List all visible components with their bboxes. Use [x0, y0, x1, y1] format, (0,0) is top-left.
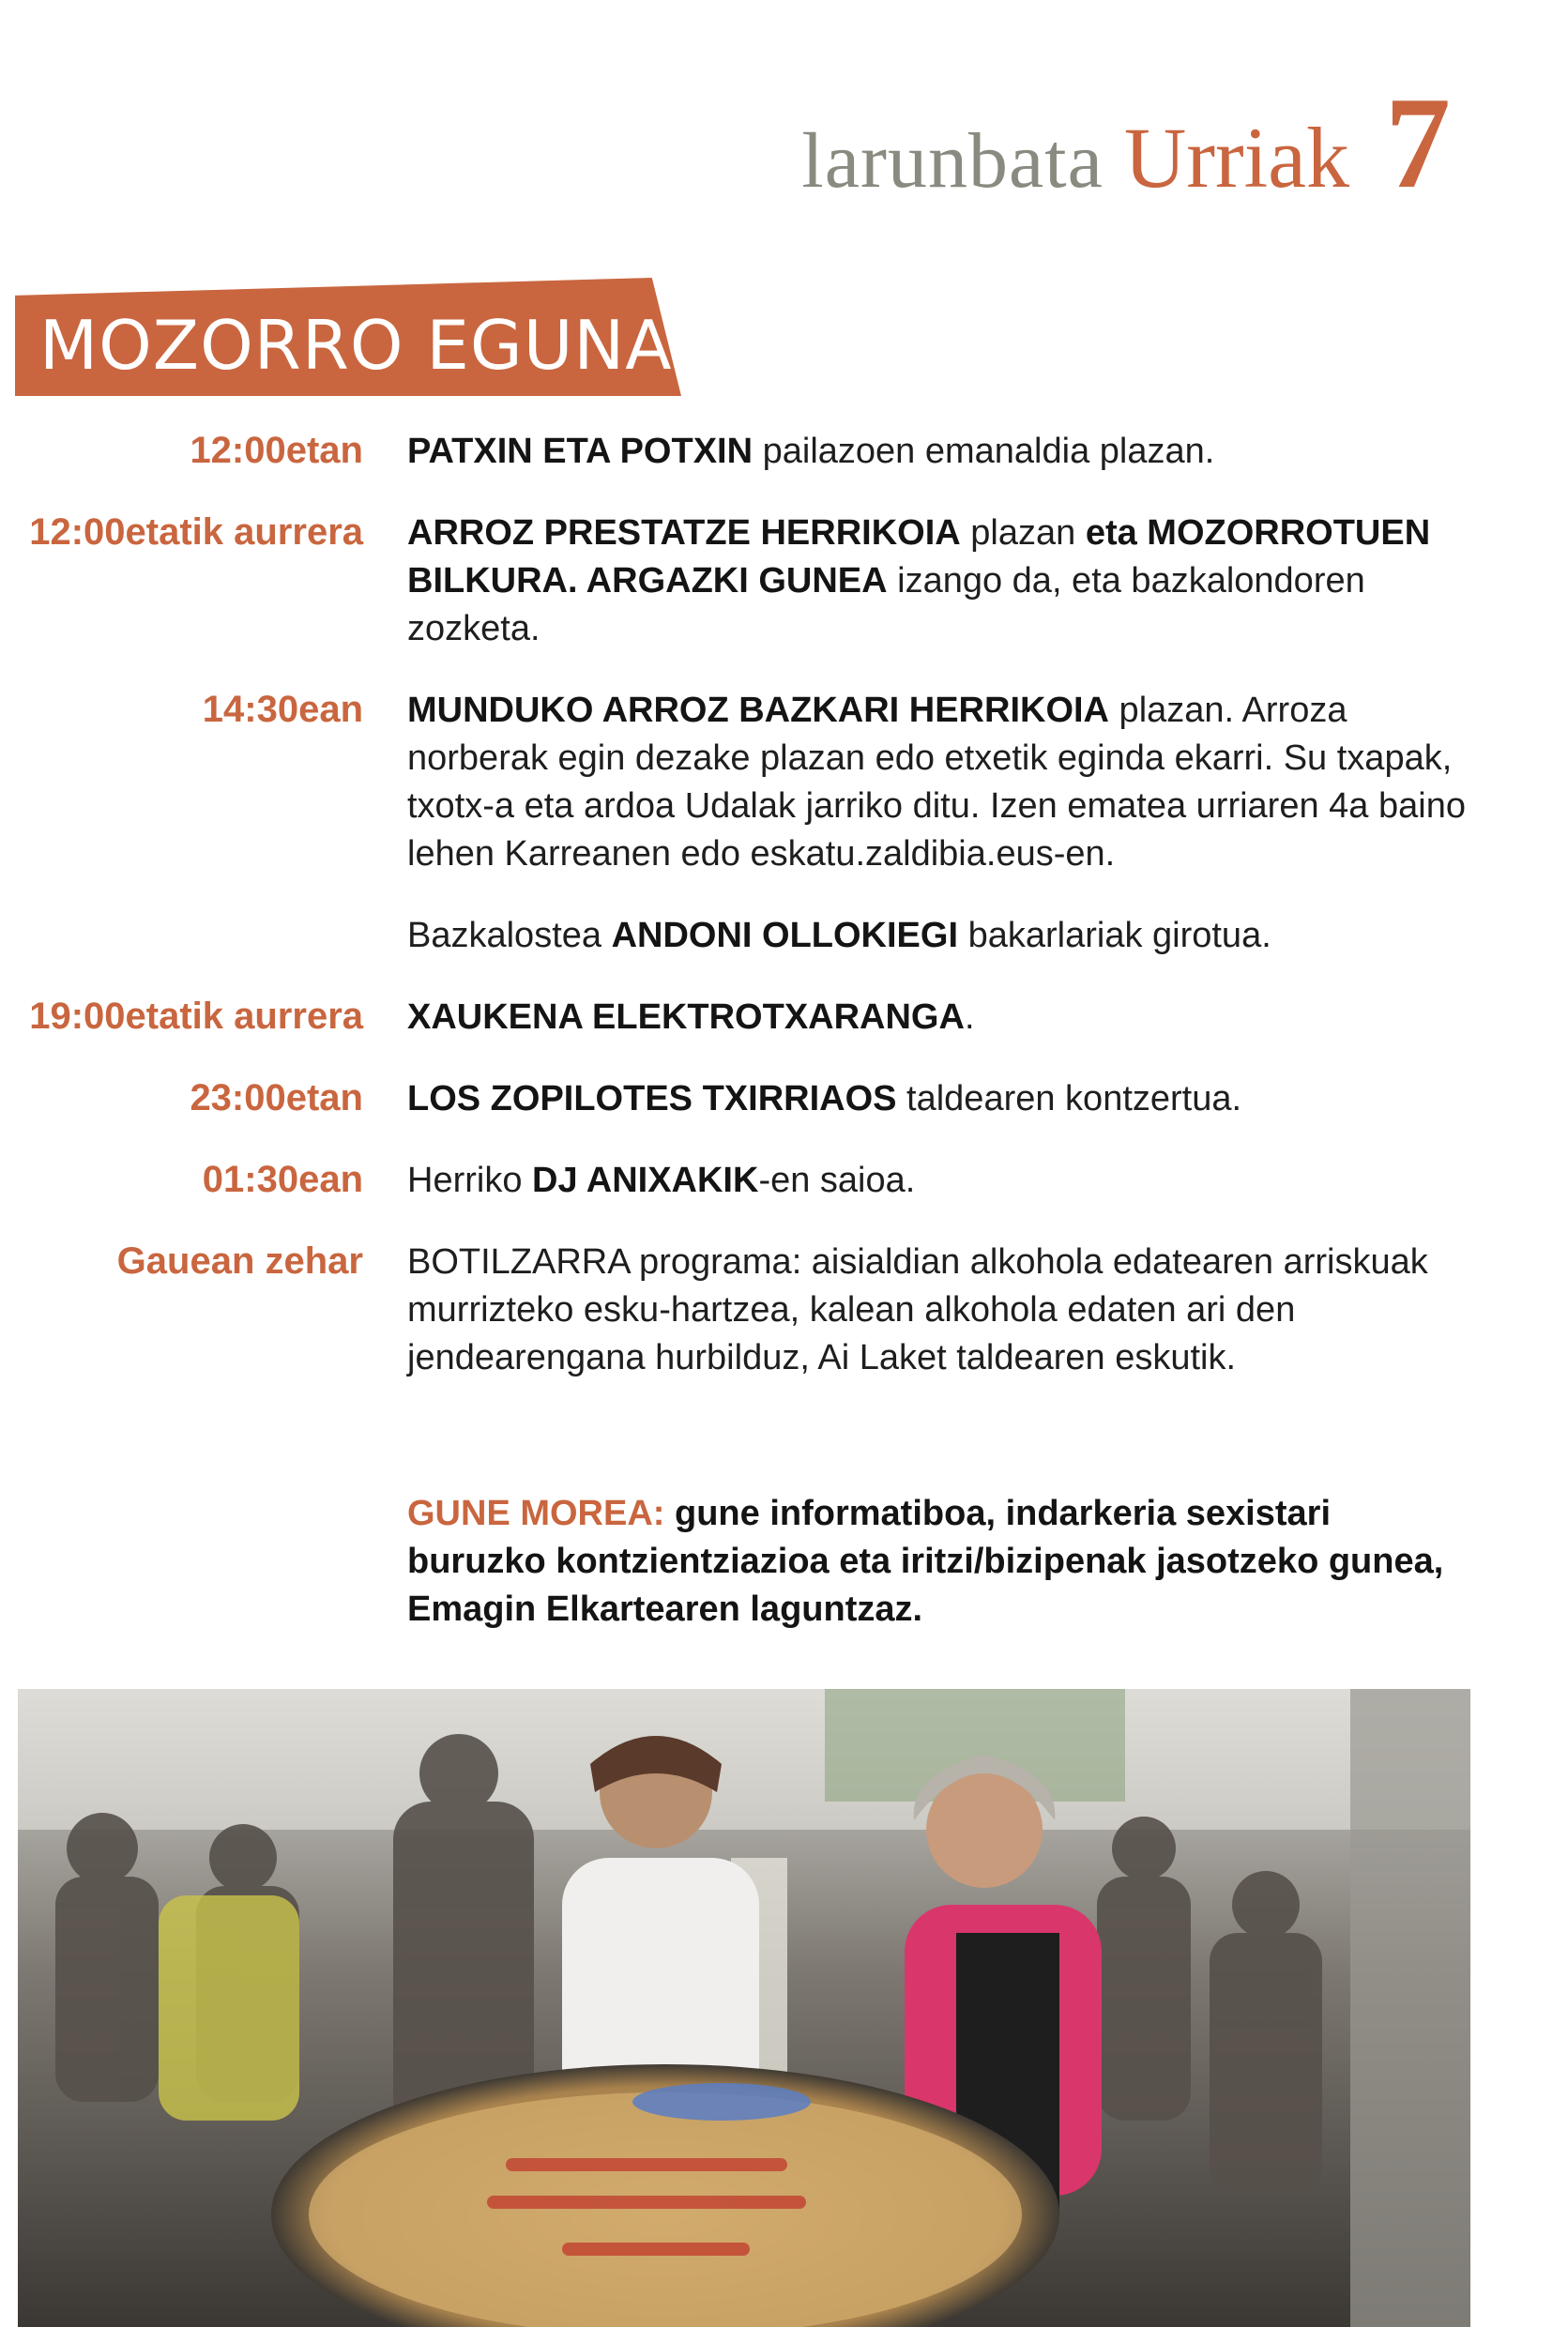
event-time: 14:30ean: [202, 689, 363, 730]
event-time: 12:00etan: [190, 430, 363, 471]
schedule-list: [0, 428, 1568, 1416]
event-description: [407, 912, 1477, 960]
event-text: izango da, eta bazkalondoren zozketa.: [407, 561, 1365, 648]
event-time: 23:00etan: [190, 1077, 363, 1118]
event-time: Gauean zehar: [116, 1240, 363, 1282]
event-highlight: ANDONI OLLOKIEGI: [611, 916, 959, 955]
event-text: bakarlariak girotua.: [958, 916, 1271, 955]
gune-morea-label: GUNE MOREA:: [407, 1494, 665, 1533]
schedule-row: [0, 1157, 1568, 1205]
date-heading: [801, 68, 1451, 219]
event-text: plazan: [960, 513, 1086, 553]
event-description: [407, 428, 1477, 476]
event-text: Herriko: [407, 1161, 533, 1200]
schedule-row: [0, 1239, 1568, 1382]
schedule-row: [0, 994, 1568, 1042]
weekday: larunbata: [801, 117, 1104, 205]
event-description: [407, 1239, 1477, 1382]
event-text: -en saioa.: [758, 1161, 916, 1200]
event-time: 12:00etatik aurrera: [29, 511, 363, 553]
event-description: [407, 994, 1477, 1042]
event-highlight: LOS ZOPILOTES TXIRRIAOS: [407, 1079, 897, 1118]
gune-morea-text: gune informatiboa, indarkeria sexistari buruzko kontzientziazioa eta iritzi/bizipenak jasotzeko gunea, Emagin Elkartearen laguntzaz.: [407, 1494, 1444, 1629]
event-text: Bazkalostea: [407, 916, 612, 955]
event-description: [407, 687, 1477, 878]
event-highlight: ARROZ PRESTATZE HERRIKOIA: [407, 513, 961, 553]
event-highlight: eta MOZORROTUEN BILKURA. ARGAZKI GUNEA: [407, 513, 1431, 601]
schedule-row: [0, 1075, 1568, 1123]
schedule-row: [0, 687, 1568, 878]
month: Urriak: [1123, 110, 1349, 205]
event-description: [407, 1075, 1477, 1123]
gune-morea-note: [407, 1490, 1477, 1634]
event-highlight: MUNDUKO ARROZ BAZKARI HERRIKOIA: [407, 691, 1109, 730]
schedule-row: [0, 912, 1568, 960]
day-number: 7: [1385, 70, 1451, 216]
event-text: .: [964, 997, 975, 1037]
event-photo: [18, 1689, 1470, 2327]
event-time: 19:00etatik aurrera: [29, 996, 363, 1037]
event-highlight: PATXIN ETA POTXIN: [407, 432, 754, 471]
event-text: pailazoen emanaldia plazan.: [753, 432, 1215, 471]
schedule-row: [0, 428, 1568, 476]
event-description: [407, 510, 1477, 653]
event-highlight: DJ ANIXAKIK: [532, 1161, 759, 1200]
event-time: 01:30ean: [202, 1159, 363, 1200]
event-text: BOTILZARRA programa: aisialdian alkohola edatearen arriskuak murrizteko esku-hartzea, kalean alkohola edaten ari den jendearengana hurbilduz, Ai Laket taldearen eskutik.: [407, 1242, 1428, 1377]
event-text: plazan. Arroza norberak egin dezake plazan edo etxetik eginda ekarri. Su txapak, txotx-a eta ardoa Udalak jarriko ditu. Izen ematea urriaren 4a baino lehen Karreanen edo eskatu.zaldibia.eus-en.: [407, 691, 1466, 874]
page-title: MOZORRO EGUNA: [39, 306, 673, 385]
event-description: [407, 1157, 1477, 1205]
event-highlight: XAUKENA ELEKTROTXARANGA: [407, 997, 965, 1037]
event-text: taldearen kontzertua.: [896, 1079, 1242, 1118]
schedule-row: [0, 510, 1568, 653]
